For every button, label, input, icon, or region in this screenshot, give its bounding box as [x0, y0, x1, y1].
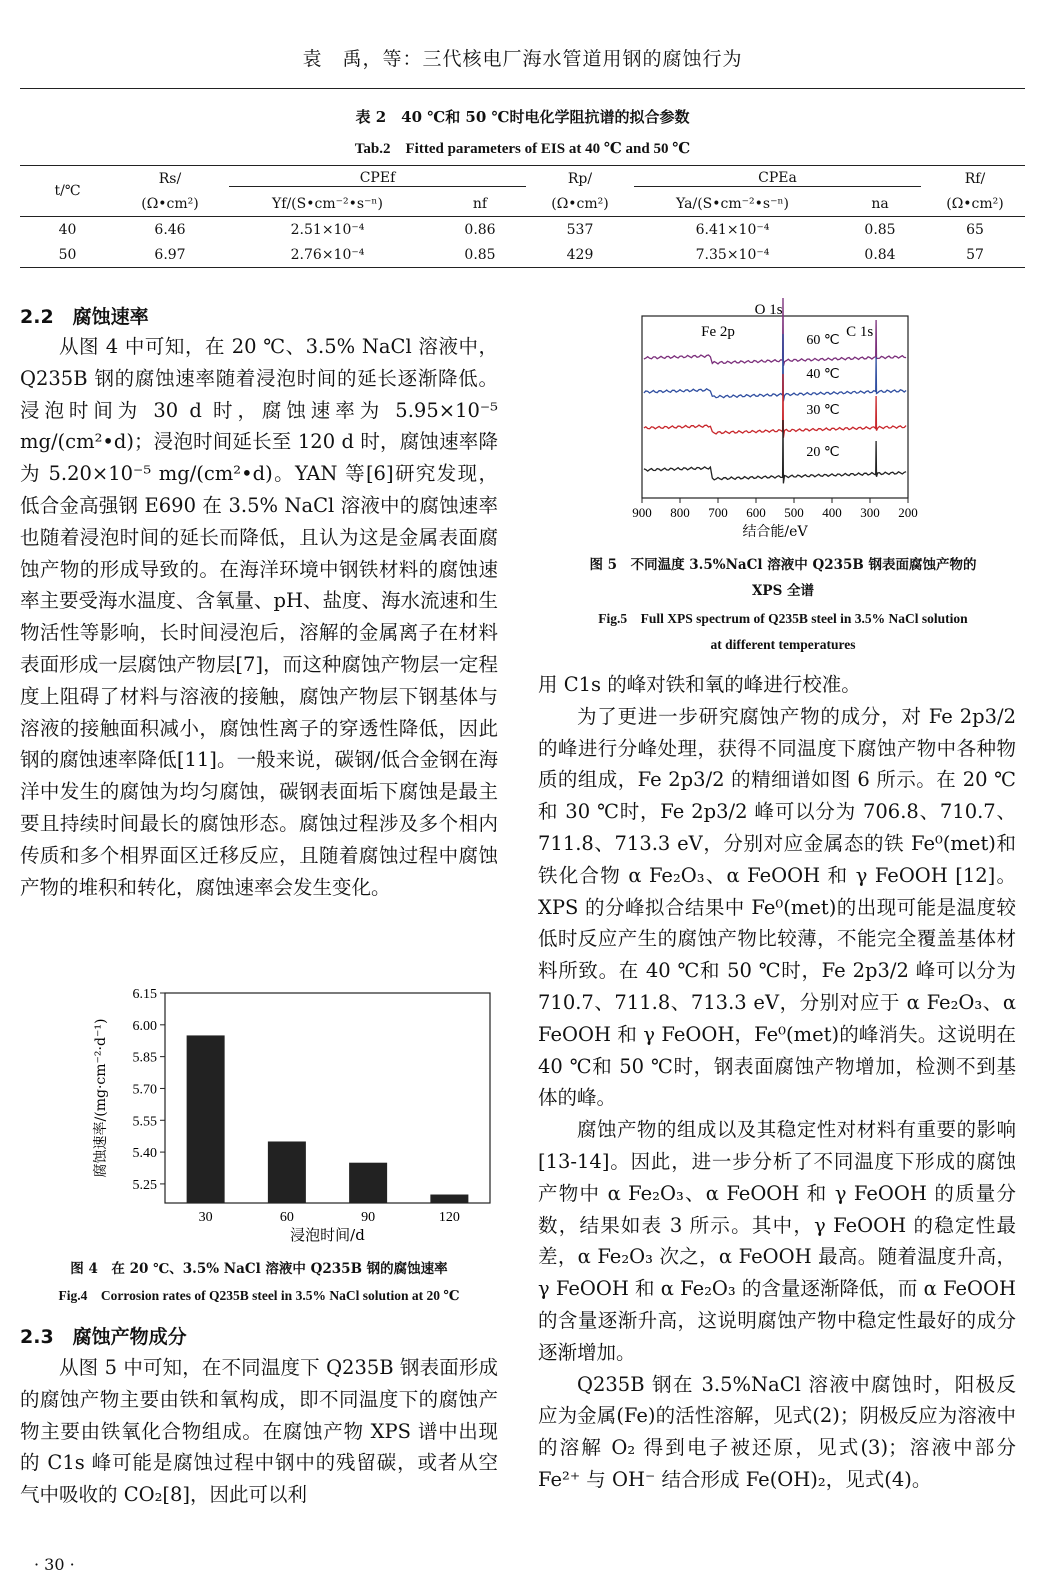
series-line: [644, 420, 906, 483]
series-line: [644, 374, 906, 438]
table-header-row: [20, 166, 1025, 192]
col-header-rs: Rs/: [115, 166, 225, 192]
series-label: 40 ℃: [806, 367, 840, 382]
x-tick-label: 60: [279, 1210, 294, 1225]
col-header-ya: Ya/(S•cm⁻²•s⁻ⁿ): [630, 191, 835, 217]
fig5-plot: [632, 298, 918, 540]
bar: [430, 1195, 468, 1203]
table-cell: 65: [966, 221, 984, 238]
paragraph: 从图 5 中可知，在不同温度下 Q235B 钢表面形成的腐蚀产物主要由铁和氧构成，即不同温度下的腐蚀产物主要由铁氧化合物组成。在腐蚀产物 XPS 谱中出现的 C1s 峰可能是腐蚀过程中钢中的残留碳，或者从空气中吸收的 CO₂[8]，因此可以利: [20, 1356, 498, 1507]
fig5-caption-en-2: at different temperatures: [710, 637, 856, 652]
bar: [349, 1163, 387, 1203]
table2-caption-en: Tab.2 Fitted parameters of EIS at 40 ℃ and 50 ℃: [354, 141, 691, 157]
table2: [20, 165, 1025, 268]
col-header-t: t/℃: [20, 166, 115, 217]
plot-frame: [642, 316, 908, 498]
table-cell: 0.85: [864, 221, 896, 238]
col-header-rp-unit: (Ω•cm²): [530, 191, 630, 217]
x-tick-label: 600: [746, 505, 766, 520]
x-axis-label: 结合能/eV: [742, 524, 808, 540]
table-cell: 40: [58, 221, 77, 238]
section-heading-2-3: 2.3 腐蚀产物成分: [20, 1326, 187, 1348]
paragraph: 腐蚀产物的组成以及其稳定性对材料有重要的影响[13-14]。因此，进一步分析了不同温度下形成的腐蚀产物中 α Fe₂O₃、α FeOOH 和 γ FeOOH 的质量分数，结果如表 3 所示。其中，γ FeOOH 的稳定性最差，α Fe₂O₃ 次之，α FeOOH 最高。随着温度升高，γ FeOOH 和 α Fe₂O₃ 的含量逐渐降低，而 α FeOOH 的含量逐渐升高，这说明腐蚀产物中稳定性最好的成分逐渐增加。: [538, 1118, 1016, 1364]
x-tick-label: 500: [784, 505, 804, 520]
x-tick-label: 30: [198, 1210, 213, 1225]
page-number: · 30 ·: [34, 1555, 75, 1574]
y-tick-label: 5.40: [132, 1146, 157, 1162]
x-tick-label: 900: [632, 505, 652, 520]
col-header-nf: nf: [430, 191, 530, 217]
col-header-yf: Yf/(S•cm⁻²•s⁻ⁿ): [225, 191, 430, 217]
y-tick-label: 6.00: [132, 1018, 157, 1034]
peak-annotation: C 1s: [846, 324, 874, 340]
table-cell: 6.46: [154, 221, 186, 238]
table-row: [20, 242, 1025, 268]
fig4-caption-cn: 图 4 在 20 ℃、3.5% NaCl 溶液中 Q235B 钢的腐蚀速率: [70, 1261, 448, 1277]
series-label: 60 ℃: [806, 333, 840, 348]
running-title: 袁 禹，等：三代核电厂海水管道用钢的腐蚀行为: [302, 48, 743, 70]
table-cell: 537: [566, 221, 594, 238]
y-tick-label: 5.70: [132, 1082, 157, 1098]
table-cell: 0.84: [835, 242, 925, 268]
col-header-cpef: CPEf: [229, 170, 526, 187]
right-column-body: [538, 669, 1016, 1496]
y-axis-label: 腐蚀速率/(mg·cm⁻²·d⁻¹): [93, 1018, 109, 1178]
section-2-2-body: [20, 331, 498, 903]
section-2-3-body: [20, 1352, 498, 1511]
x-tick-label: 400: [822, 505, 842, 520]
col-header-cpea: CPEa: [634, 170, 921, 187]
table-row: [20, 217, 1025, 243]
series-label: 20 ℃: [806, 445, 840, 460]
fig4-caption-en: Fig.4 Corrosion rates of Q235B steel in 3.5% NaCl solution at 20 ℃: [58, 1288, 460, 1303]
col-header-rs-unit: (Ω•cm²): [115, 191, 225, 217]
x-tick-label: 200: [898, 505, 918, 520]
peak-annotation: O 1s: [754, 302, 783, 318]
table-cell: 50: [20, 242, 115, 268]
paragraph: 用 C1s 的峰对铁和氧的峰进行校准。: [538, 673, 861, 696]
x-tick-label: 120: [438, 1210, 460, 1225]
col-header-na: na: [835, 191, 925, 217]
y-tick-label: 6.15: [132, 987, 157, 1002]
section-heading-2-2: 2.2 腐蚀速率: [20, 306, 149, 328]
table2-caption-cn: 表 2 40 ℃和 50 ℃时电化学阻抗谱的拟合参数: [355, 108, 690, 126]
series-label: 30 ℃: [806, 403, 840, 418]
fig5-xps-chart: [600, 298, 930, 543]
series-line: [644, 334, 906, 401]
table-cell: 0.85: [430, 242, 530, 268]
bar: [187, 1035, 225, 1203]
table-cell: 0.86: [464, 221, 496, 238]
fig4-plot: [92, 987, 490, 1244]
y-tick-label: 5.85: [132, 1050, 157, 1066]
x-tick-label: 300: [860, 505, 880, 520]
x-axis-label: 浸泡时间/d: [290, 1226, 365, 1244]
table-cell: 6.97: [115, 242, 225, 268]
fig5-caption-cn-1: 图 5 不同温度 3.5%NaCl 溶液中 Q235B 钢表面腐蚀产物的: [589, 557, 977, 573]
table-cell: 6.41×10⁻⁴: [695, 221, 770, 238]
table-cell: 57: [925, 242, 1025, 268]
x-tick-label: 800: [670, 505, 690, 520]
fig4-bar-chart: [60, 975, 500, 1245]
bar: [268, 1141, 306, 1203]
table-cell: 2.76×10⁻⁴: [225, 242, 430, 268]
y-tick-label: 5.55: [132, 1114, 157, 1130]
header-rule: [20, 88, 1025, 89]
col-header-rf-unit: (Ω•cm²): [925, 191, 1025, 217]
peak-annotation: Fe 2p: [701, 324, 735, 340]
y-tick-label: 5.25: [132, 1177, 157, 1193]
table-cell: 429: [530, 242, 630, 268]
x-tick-label: 700: [708, 505, 728, 520]
table-subheader-row: [20, 191, 1025, 217]
x-tick-label: 90: [361, 1210, 376, 1225]
paragraph: Q235B 钢在 3.5%NaCl 溶液中腐蚀时，阳极反应为金属(Fe)的活性溶解，见式(2)；阴极反应为溶液中的溶解 O₂ 得到电子被还原，见式(3)；溶液中部分 Fe²⁺ 与 OH⁻ 结合形成 Fe(OH)₂，见式(4)。: [538, 1372, 1016, 1491]
paragraph: 从图 4 中可知，在 20 ℃、3.5% NaCl 溶液中，Q235B 钢的腐蚀速率随着浸泡时间的延长逐渐降低。浸泡时间为 30 d 时，腐蚀速率为 5.95×10⁻⁵ mg/(cm²•d)；浸泡时间延长至 120 d 时，腐蚀速率降为 5.20×10⁻⁵ mg/(cm²•d)。YAN 等[6]研究发现，低合金高强钢 E690 在 3.5% NaCl 溶液中的腐蚀速率也随着浸泡时间的延长而降低，且认为这是金属表面腐蚀产物的形成导致的。在海洋环境中钢铁材料的腐蚀速率主要受海水温度、含氧量、pH、盐度、海水流速和生物活性等影响，长时间浸泡后，溶解的金属离子在材料表面形成一层腐蚀产物层[7]，而这种腐蚀产物层一定程度上阻碍了材料与溶液的接触，腐蚀产物层下钢基体与溶液的接触面积减小，腐蚀性离子的穿透性降低，因此钢的腐蚀速率降低[11]。一般来说，碳钢/低合金钢在海洋中发生的腐蚀为均匀腐蚀，碳钢表面垢下腐蚀是最主要且持续时间最长的腐蚀形态。腐蚀过程涉及多个相内传质和多个相界面区迁移反应，且随着腐蚀过程中腐蚀产物的堆积和转化，腐蚀速率会发生变化。: [20, 335, 498, 899]
table-cell: 2.51×10⁻⁴: [290, 221, 365, 238]
fig5-caption-cn-2: XPS 全谱: [751, 583, 815, 599]
fig5-caption-en-1: Fig.5 Full XPS spectrum of Q235B steel in 3.5% NaCl solution: [598, 611, 968, 626]
table-cell: 7.35×10⁻⁴: [630, 242, 835, 268]
col-header-rf: Rf/: [925, 166, 1025, 192]
col-header-rp: Rp/: [530, 166, 630, 192]
paragraph: 为了更进一步研究腐蚀产物的成分，对 Fe 2p3/2 的峰进行分峰处理，获得不同温度下腐蚀产物中各种物质的组成，Fe 2p3/2 的精细谱如图 6 所示。在 20 ℃和 30 ℃时，Fe 2p3/2 峰可以分为 706.8、710.7、711.8、713.3 eV，分别对应金属态的铁 Fe⁰(met)和铁化合物 α Fe₂O₃、α FeOOH 和 γ FeOOH [12]。XPS 的分峰拟合结果中 Fe⁰(met)的出现可能是温度较低时反应产生的腐蚀产物比较薄，不能完全覆盖基体材料所致。在 40 ℃和 50 ℃时，Fe 2p3/2 峰可以分为 710.7、711.8、713.3 eV，分别对应于 α Fe₂O₃、α FeOOH 和 γ FeOOH，Fe⁰(met)的峰消失。这说明在 40 ℃和 50 ℃时，钢表面腐蚀产物增加，检测不到基体的峰。: [538, 704, 1016, 1110]
